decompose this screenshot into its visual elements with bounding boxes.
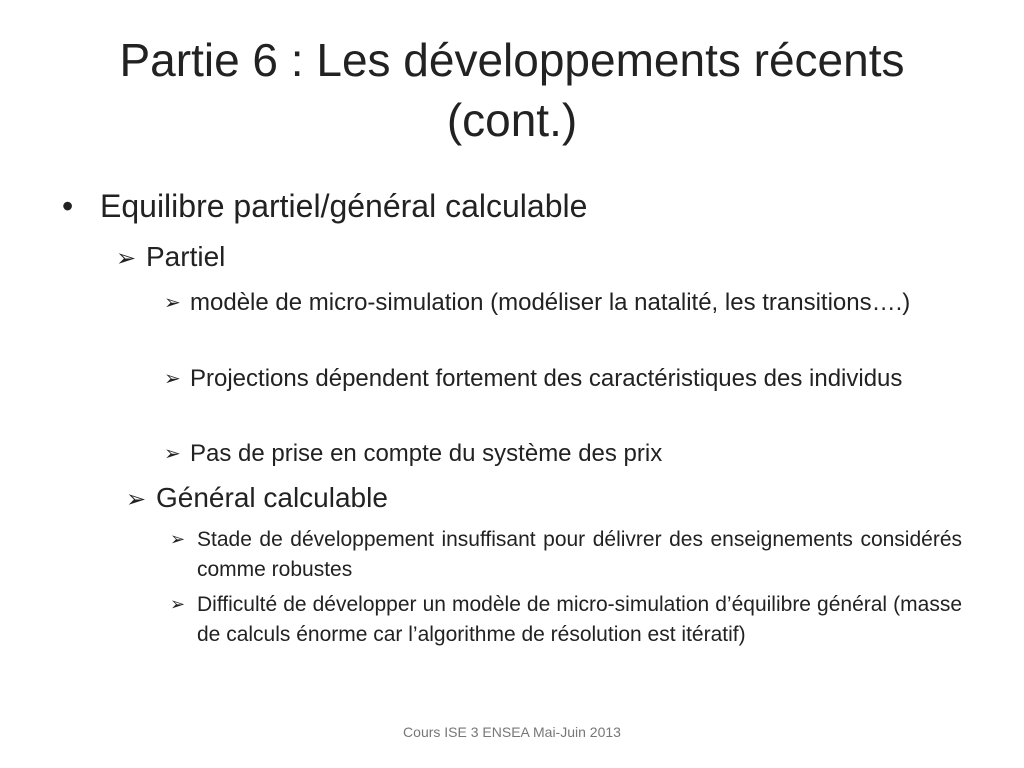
partiel-item-3 — [164, 437, 962, 470]
slide-footer: Cours ISE 3 ENSEA Mai-Juin 2013 — [403, 724, 621, 740]
partiel-item-2 — [164, 362, 962, 395]
subbullet-general-label: Général calculable — [156, 482, 388, 513]
subbullet-general — [126, 479, 388, 518]
slide-title-line-1: Partie 6 : Les développements récents — [119, 34, 905, 86]
general-item-2-text: Difficulté de développer un modèle de micro-simulation d’équilibre général (masse de calculs énorme car l’algorithme de résolution est itératif) — [197, 593, 962, 646]
partiel-item-2-text: Projections dépendent fortement des caractéristiques des individus — [190, 365, 903, 392]
partiel-item-1 — [164, 286, 962, 319]
general-item-1-text: Stade de développement insuffisant pour délivrer des enseignements considérés comme robustes — [197, 528, 962, 581]
partiel-item-1-text: modèle de micro-simulation (modéliser la natalité, les transitions….) — [190, 289, 911, 316]
slide-title — [40, 30, 984, 150]
arrow-bullet-icon: ➢ — [164, 441, 181, 465]
arrow-bullet-icon: ➢ — [164, 290, 181, 314]
general-item-2 — [170, 590, 962, 650]
arrow-bullet-icon: ➢ — [170, 594, 186, 615]
subbullet-partiel-label: Partiel — [146, 241, 226, 272]
arrow-bullet-icon: ➢ — [126, 485, 147, 513]
arrow-bullet-icon: ➢ — [164, 366, 181, 390]
arrow-bullet-icon: ➢ — [116, 244, 137, 272]
subbullet-partiel — [116, 238, 225, 277]
bullet-dot-icon: • — [62, 188, 74, 224]
bullet-equilibre — [62, 184, 587, 228]
arrow-bullet-icon: ➢ — [170, 529, 186, 550]
bullet-equilibre-text: Equilibre partiel/général calculable — [100, 188, 588, 224]
slide-title-line-2: (cont.) — [446, 94, 578, 146]
general-item-1 — [170, 525, 962, 585]
partiel-item-3-text: Pas de prise en compte du système des prix — [190, 440, 663, 467]
